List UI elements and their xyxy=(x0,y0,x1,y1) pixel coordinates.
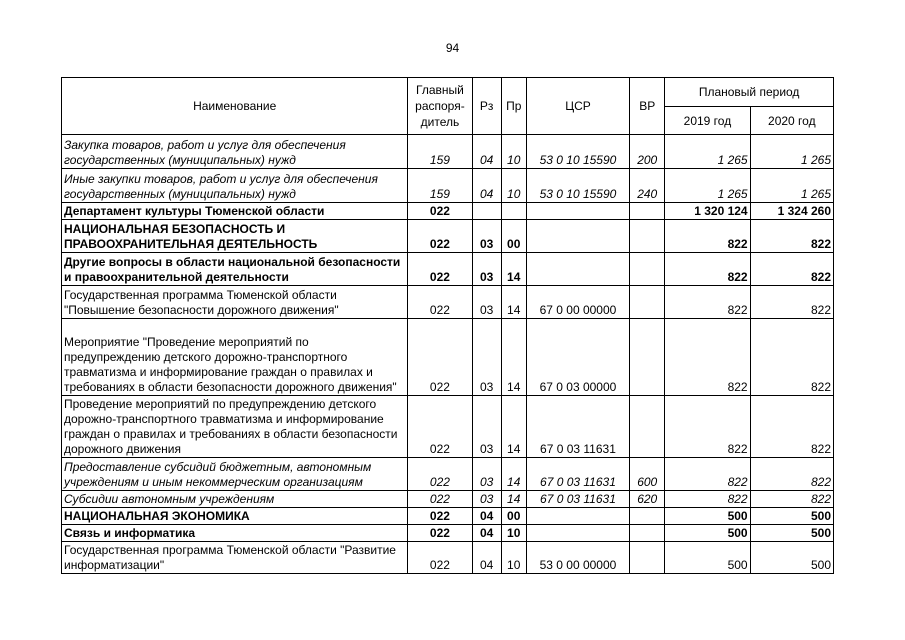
row-vr xyxy=(630,220,665,253)
page-number: 94 xyxy=(445,41,460,55)
row-name: Связь и информатика xyxy=(62,525,408,542)
table-row xyxy=(62,253,834,286)
row-gr: 022 xyxy=(408,396,472,458)
row-rz: 03 xyxy=(472,396,501,458)
row-csr: 67 0 03 11631 xyxy=(526,491,629,508)
row-csr: 67 0 00 00000 xyxy=(526,286,629,319)
row-gr: 022 xyxy=(408,542,472,574)
header-rz: Рз xyxy=(472,78,501,135)
table-row xyxy=(62,203,834,220)
header-pr: Пр xyxy=(501,78,526,135)
row-2020: 1 265 xyxy=(750,169,833,203)
row-vr: 600 xyxy=(630,458,665,491)
row-name: Субсидии автономным учреждениям xyxy=(62,491,408,508)
row-vr xyxy=(630,253,665,286)
table-row xyxy=(62,220,834,253)
row-gr: 159 xyxy=(408,135,472,169)
row-pr: 14 xyxy=(501,286,526,319)
row-name: Закупка товаров, работ и услуг для обеспечения государственных (муниципальных) нужд xyxy=(62,135,408,169)
row-2020: 1 265 xyxy=(750,135,833,169)
row-gr: 022 xyxy=(408,286,472,319)
row-rz: 04 xyxy=(472,169,501,203)
row-pr xyxy=(501,203,526,220)
row-2019: 822 xyxy=(665,491,750,508)
row-pr: 14 xyxy=(501,396,526,458)
table-row xyxy=(62,525,834,542)
table-row xyxy=(62,491,834,508)
row-name: НАЦИОНАЛЬНАЯ ЭКОНОМИКА xyxy=(62,508,408,525)
row-rz: 04 xyxy=(472,508,501,525)
row-csr: 67 0 03 11631 xyxy=(526,458,629,491)
row-rz: 04 xyxy=(472,542,501,574)
row-2020: 822 xyxy=(750,220,833,253)
row-rz: 03 xyxy=(472,319,501,396)
row-name: Предоставление субсидий бюджетным, автономным учреждениям и иным некоммерческим организациям xyxy=(62,458,408,491)
header-chief-administrator xyxy=(408,78,472,135)
header-chief-line2: распоря- xyxy=(415,99,465,113)
header-year-2019: 2019 год xyxy=(665,107,750,135)
header-csr: ЦСР xyxy=(526,78,629,135)
row-vr xyxy=(630,396,665,458)
row-gr: 159 xyxy=(408,169,472,203)
row-rz: 04 xyxy=(472,135,501,169)
row-pr: 14 xyxy=(501,458,526,491)
row-name: Департамент культуры Тюменской области xyxy=(62,203,408,220)
row-csr: 67 0 03 00000 xyxy=(526,319,629,396)
row-2019: 822 xyxy=(665,458,750,491)
row-2019: 500 xyxy=(665,525,750,542)
table-row xyxy=(62,458,834,491)
row-pr: 10 xyxy=(501,169,526,203)
row-csr xyxy=(526,508,629,525)
row-name: Другие вопросы в области национальной безопасности и правоохранительной деятельности xyxy=(62,253,408,286)
row-name: Государственная программа Тюменской области "Развитие информатизации" xyxy=(62,542,408,574)
row-vr xyxy=(630,286,665,319)
row-name: Государственная программа Тюменской области "Повышение безопасности дорожного движения" xyxy=(62,286,408,319)
row-gr: 022 xyxy=(408,491,472,508)
row-gr: 022 xyxy=(408,253,472,286)
row-vr: 240 xyxy=(630,169,665,203)
header-chief-line3: дитель xyxy=(420,115,460,129)
row-vr: 620 xyxy=(630,491,665,508)
row-2019: 1 320 124 xyxy=(665,203,750,220)
row-2019: 1 265 xyxy=(665,135,750,169)
row-rz xyxy=(472,203,501,220)
row-csr xyxy=(526,220,629,253)
row-csr: 67 0 03 11631 xyxy=(526,396,629,458)
row-2020: 500 xyxy=(750,508,833,525)
header-chief-line1: Главный xyxy=(416,83,464,97)
row-2020: 822 xyxy=(750,253,833,286)
row-gr: 022 xyxy=(408,203,472,220)
row-2020: 822 xyxy=(750,286,833,319)
row-2019: 822 xyxy=(665,396,750,458)
row-csr: 53 0 00 00000 xyxy=(526,542,629,574)
row-2019: 1 265 xyxy=(665,169,750,203)
row-pr: 14 xyxy=(501,319,526,396)
row-vr: 200 xyxy=(630,135,665,169)
row-gr: 022 xyxy=(408,525,472,542)
row-rz: 03 xyxy=(472,458,501,491)
row-gr: 022 xyxy=(408,458,472,491)
row-pr: 00 xyxy=(501,508,526,525)
row-2020: 1 324 260 xyxy=(750,203,833,220)
row-rz: 03 xyxy=(472,286,501,319)
table-row xyxy=(62,319,834,396)
row-2020: 822 xyxy=(750,396,833,458)
table-row xyxy=(62,286,834,319)
table-row xyxy=(62,542,834,574)
row-pr: 10 xyxy=(501,135,526,169)
row-2019: 822 xyxy=(665,319,750,396)
budget-table xyxy=(61,77,834,574)
row-rz: 03 xyxy=(472,220,501,253)
row-rz: 04 xyxy=(472,525,501,542)
row-2019: 500 xyxy=(665,542,750,574)
header-plan-period: Плановый период xyxy=(665,78,834,107)
row-name: Проведение мероприятий по предупреждению детского дорожно-транспортного травматизма и информирование граждан о правилах и требованиях в области безопасности дорожного движения xyxy=(62,396,408,458)
row-name: Мероприятие "Проведение мероприятий по предупреждению детского дорожно-транспортного травматизма и информирование граждан о правилах и требованиях в области безопасности дорожного движения" xyxy=(62,319,408,396)
header-name: Наименование xyxy=(62,78,408,135)
row-2019: 500 xyxy=(665,508,750,525)
row-pr: 14 xyxy=(501,253,526,286)
row-csr xyxy=(526,253,629,286)
row-csr: 53 0 10 15590 xyxy=(526,135,629,169)
row-vr xyxy=(630,203,665,220)
row-pr: 00 xyxy=(501,220,526,253)
row-csr: 53 0 10 15590 xyxy=(526,169,629,203)
row-2020: 500 xyxy=(750,542,833,574)
row-2019: 822 xyxy=(665,253,750,286)
row-2020: 822 xyxy=(750,458,833,491)
row-2020: 500 xyxy=(750,525,833,542)
table-row xyxy=(62,135,834,169)
row-csr xyxy=(526,525,629,542)
row-gr: 022 xyxy=(408,319,472,396)
row-gr: 022 xyxy=(408,508,472,525)
header-vr: ВР xyxy=(630,78,665,135)
row-vr xyxy=(630,508,665,525)
table-row xyxy=(62,396,834,458)
row-rz: 03 xyxy=(472,491,501,508)
row-rz: 03 xyxy=(472,253,501,286)
row-pr: 10 xyxy=(501,542,526,574)
table-row xyxy=(62,508,834,525)
header-year-2020: 2020 год xyxy=(750,107,833,135)
row-name: НАЦИОНАЛЬНАЯ БЕЗОПАСНОСТЬ И ПРАВООХРАНИТЕЛЬНАЯ ДЕЯТЕЛЬНОСТЬ xyxy=(62,220,408,253)
row-vr xyxy=(630,525,665,542)
row-pr: 10 xyxy=(501,525,526,542)
row-csr xyxy=(526,203,629,220)
row-2019: 822 xyxy=(665,286,750,319)
row-vr xyxy=(630,542,665,574)
row-2020: 822 xyxy=(750,491,833,508)
row-2020: 822 xyxy=(750,319,833,396)
table-row xyxy=(62,169,834,203)
row-vr xyxy=(630,319,665,396)
row-gr: 022 xyxy=(408,220,472,253)
row-2019: 822 xyxy=(665,220,750,253)
row-name: Иные закупки товаров, работ и услуг для обеспечения государственных (муниципальных) нужд xyxy=(62,169,408,203)
row-pr: 14 xyxy=(501,491,526,508)
